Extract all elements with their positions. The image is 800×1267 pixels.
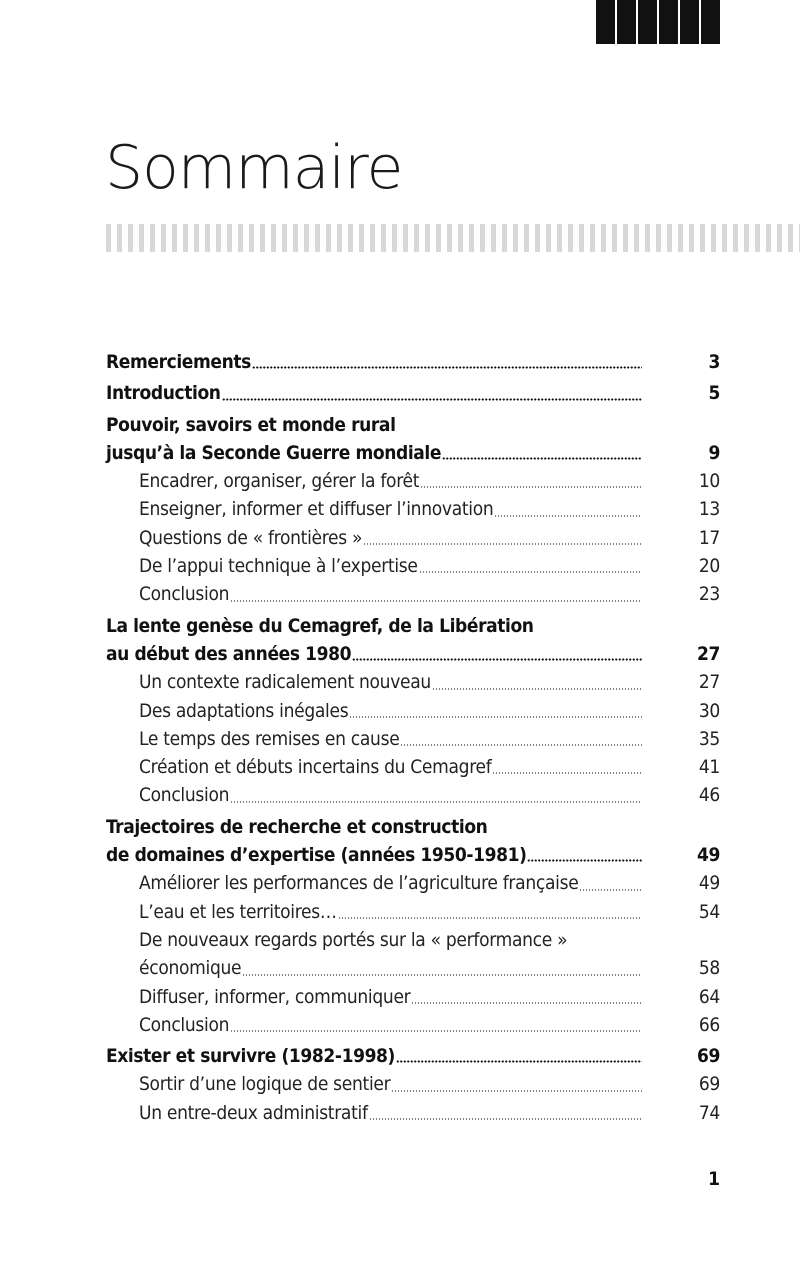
toc-entry-page: 74 — [698, 1101, 720, 1124]
toc-entry-page: 46 — [698, 784, 720, 807]
dot-leader — [369, 1099, 642, 1127]
toc-entry-title: Introduction — [106, 382, 221, 405]
toc-entry-title: Diffuser, informer, communiquer — [139, 985, 411, 1008]
toc-entry[interactable] — [106, 781, 720, 809]
toc-entry-title: Exister et survivre (1982-1998) — [106, 1045, 395, 1068]
toc-entry[interactable] — [106, 926, 720, 954]
dot-leader — [494, 495, 642, 523]
dot-leader — [252, 348, 642, 376]
toc-entry[interactable] — [106, 640, 720, 668]
toc-entry-title: De l’appui technique à l’expertise — [139, 555, 418, 578]
toc-entry-page: 9 — [708, 441, 720, 464]
toc-entry-page: 54 — [698, 900, 720, 923]
toc-entry-page: 27 — [698, 671, 720, 694]
table-of-contents — [106, 348, 720, 1127]
toc-entry-page: 30 — [698, 699, 720, 722]
toc-entry-page: 49 — [697, 844, 720, 867]
toc-entry[interactable] — [106, 668, 720, 696]
toc-entry[interactable] — [106, 725, 720, 753]
toc-entry-page: 64 — [698, 985, 720, 1008]
dot-leader — [230, 781, 642, 809]
toc-entry[interactable] — [106, 411, 720, 439]
toc-entry-page: 27 — [697, 642, 720, 665]
toc-entry[interactable] — [106, 954, 720, 982]
dot-leader — [432, 668, 642, 696]
dot-leader — [492, 753, 642, 781]
dot-leader — [527, 841, 642, 869]
toc-entry-title: Trajectoires de recherche et construction — [106, 815, 488, 838]
toc-entry-title: Conclusion — [139, 583, 230, 606]
toc-entry-title: Encadrer, organiser, gérer la forêt — [139, 470, 420, 493]
toc-entry[interactable] — [106, 612, 720, 640]
toc-entry-title: Création et débuts incertains du Cemagref — [139, 756, 492, 779]
toc-entry-page: 58 — [698, 957, 720, 980]
toc-entry[interactable] — [106, 439, 720, 467]
toc-entry[interactable] — [106, 753, 720, 781]
toc-entry[interactable] — [106, 1070, 720, 1098]
dot-leader — [363, 524, 642, 552]
toc-entry[interactable] — [106, 524, 720, 552]
dot-leader — [400, 725, 642, 753]
dot-leader — [230, 1011, 642, 1039]
toc-entry-page: 49 — [698, 872, 720, 895]
toc-entry-page: 23 — [698, 583, 720, 606]
toc-entry-title: jusqu’à la Seconde Guerre mondiale — [106, 441, 442, 464]
dot-leader — [420, 467, 642, 495]
toc-entry[interactable] — [106, 697, 720, 725]
toc-entry-title: Questions de « frontières » — [139, 526, 363, 549]
toc-entry-title: au début des années 1980 — [106, 642, 352, 665]
decorative-header-blocks — [596, 0, 720, 44]
dot-leader — [579, 869, 642, 897]
dot-leader — [419, 552, 642, 580]
dot-leader — [242, 954, 642, 982]
toc-entry-page: 41 — [698, 756, 720, 779]
toc-entry-title: de domaines d’expertise (années 1950-1981) — [106, 844, 527, 867]
toc-entry[interactable] — [106, 869, 720, 897]
toc-entry[interactable] — [106, 813, 720, 841]
toc-entry-page: 69 — [697, 1045, 720, 1068]
toc-entry-title: Conclusion — [139, 784, 230, 807]
dot-leader — [338, 898, 642, 926]
dot-leader — [396, 1042, 642, 1070]
toc-entry-title: De nouveaux regards portés sur la « performance » — [139, 928, 568, 951]
toc-entry-page: 66 — [698, 1013, 720, 1036]
dot-leader — [442, 439, 642, 467]
title-underline-stripe — [106, 224, 800, 252]
toc-entry-title: Conclusion — [139, 1013, 230, 1036]
dot-leader — [230, 580, 642, 608]
toc-entry-title: Pouvoir, savoirs et monde rural — [106, 413, 396, 436]
toc-entry-title: Remerciements — [106, 351, 251, 373]
toc-entry-page: 17 — [698, 526, 720, 549]
toc-entry-title: La lente genèse du Cemagref, de la Libération — [106, 614, 534, 637]
page-number: 1 — [708, 1168, 720, 1190]
toc-entry-title: Le temps des remises en cause — [139, 727, 400, 750]
toc-entry-page: 13 — [698, 498, 720, 521]
toc-entry-page: 20 — [698, 555, 720, 578]
toc-entry[interactable] — [106, 1011, 720, 1039]
toc-entry-page: 3 — [708, 351, 720, 373]
dot-leader — [411, 983, 642, 1011]
toc-entry-title: Améliorer les performances de l’agriculture française — [139, 872, 579, 895]
toc-entry[interactable] — [106, 983, 720, 1011]
dot-leader — [352, 640, 642, 668]
toc-entry[interactable] — [106, 495, 720, 523]
toc-entry[interactable] — [106, 348, 720, 376]
toc-entry[interactable] — [106, 467, 720, 495]
toc-entry-title: Des adaptations inégales — [139, 699, 349, 722]
toc-entry-page: 10 — [698, 470, 720, 493]
toc-entry[interactable] — [106, 379, 720, 407]
toc-entry-title: économique — [139, 957, 242, 980]
toc-entry-title: Un contexte radicalement nouveau — [139, 671, 431, 694]
toc-entry[interactable] — [106, 898, 720, 926]
toc-entry[interactable] — [106, 580, 720, 608]
page-title: Sommaire — [105, 133, 403, 203]
toc-entry-page: 35 — [698, 727, 720, 750]
toc-entry-title: L’eau et les territoires… — [139, 900, 337, 923]
toc-entry-title: Enseigner, informer et diffuser l’innovation — [139, 498, 494, 521]
dot-leader — [391, 1070, 642, 1098]
toc-entry-page: 69 — [698, 1073, 720, 1096]
dot-leader — [222, 379, 642, 407]
toc-entry-page: 5 — [708, 382, 720, 405]
toc-entry[interactable] — [106, 1042, 720, 1070]
toc-entry[interactable] — [106, 1099, 720, 1127]
toc-entry-title: Sortir d’une logique de sentier — [139, 1073, 391, 1096]
toc-entry[interactable] — [106, 552, 720, 580]
dot-leader — [349, 697, 642, 725]
toc-entry-title: Un entre-deux administratif — [139, 1101, 368, 1124]
toc-entry[interactable] — [106, 841, 720, 869]
